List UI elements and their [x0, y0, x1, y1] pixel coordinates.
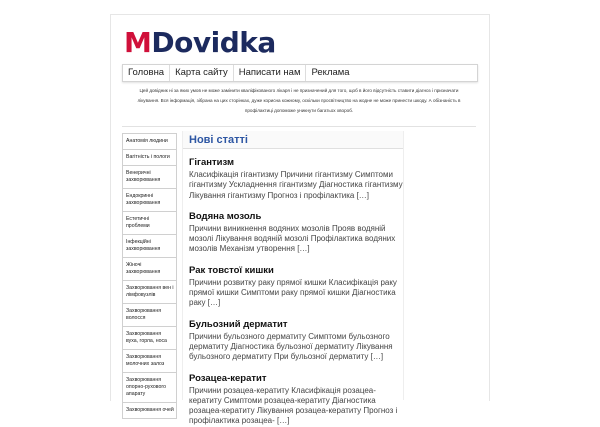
nav-contact[interactable]: Написати нам [234, 65, 307, 81]
sidebar-item-aesthetic[interactable]: Естетичні проблеми [123, 212, 176, 235]
nav-sitemap[interactable]: Карта сайту [170, 65, 234, 81]
sidebar-item-ent[interactable]: Захворювання вуха, горла, носа [123, 327, 176, 350]
article-item [189, 373, 403, 427]
logo-text: Dovidka [151, 26, 276, 59]
article-item [189, 157, 403, 201]
sidebar-item-veins[interactable]: Захворювання вен і лімфовузлів [123, 281, 176, 304]
sidebar-item-womens[interactable]: Жіночі захворювання [123, 258, 176, 281]
logo-letter-m: M [124, 26, 152, 59]
sidebar-item-eyes[interactable]: Захворювання очей [123, 403, 176, 419]
article-excerpt [189, 386, 403, 427]
sidebar-item-endocrine[interactable]: Ендокринні захворювання [123, 189, 176, 212]
header-divider [122, 126, 476, 127]
excerpt-text: Причини бульозного дерматиту Симптоми бульозного дерматиту Діагностика бульозної дерматиту Лікування бульозного дерматиту При бульозної дерматиту [189, 331, 393, 362]
article-excerpt [189, 278, 403, 309]
sidebar-item-musculoskeletal[interactable]: Захворювання опорно-рухового апарату [123, 373, 176, 403]
section-title: Нові статті [183, 131, 403, 149]
nav-home[interactable]: Головна [123, 65, 170, 81]
article-excerpt [189, 332, 403, 363]
category-sidebar [122, 133, 177, 419]
excerpt-text: Класифікація гігантизму Причини гігантизму Симптоми гігантизму Ускладнення гігантизму Діагностика гігантизму Лікування гігантизму Прогноз і профілактика [189, 170, 403, 200]
sidebar-item-breast[interactable]: Захворювання молочних залоз [123, 350, 176, 373]
nav-advertising[interactable]: Реклама [311, 67, 350, 78]
main-content [182, 131, 404, 426]
read-more-marker[interactable]: […] [207, 298, 221, 308]
sidebar-item-anatomy[interactable]: Анатомія людини [123, 134, 176, 150]
article-title[interactable]: Розацеа-кератит [189, 372, 267, 384]
site-logo[interactable] [124, 28, 276, 58]
read-more-marker[interactable]: […] [297, 244, 310, 254]
read-more-marker[interactable]: […] [277, 416, 290, 426]
disclaimer-text: Цей довідник ні за яких умов не може замінити кваліфікованого лікаря і не призначений для того, щоб в його відсутність ставити діагноз і призначати лікування. Вся інформація, зібрана на цих сторінках, дуже корисна кожному, оскільки просвітництво на жодне не може принести шкоду. А обізнаність в профілактиці допоможе уникнути багатьох хвороб. [137, 88, 461, 113]
article-excerpt [189, 170, 403, 201]
sidebar-item-venereal[interactable]: Венеричні захворювання [123, 166, 176, 189]
sidebar-item-pregnancy[interactable]: Вагітність і пологи [123, 150, 176, 166]
article-item [189, 211, 403, 255]
article-title[interactable]: Бульозний дерматит [189, 318, 288, 330]
excerpt-text: Причини виникнення водяних мозолів Прояв водяній мозолі Лікування водяній мозолі Профілактика водяних мозолів Механізм утворення [189, 223, 396, 254]
article-excerpt [189, 224, 403, 255]
article-title[interactable]: Гігантизм [189, 157, 235, 168]
sidebar-item-hair[interactable]: Захворювання волосся [123, 304, 176, 327]
article-title[interactable]: Водяна мозоль [189, 210, 262, 222]
sidebar-item-infectious[interactable]: Інфекційні захворювання [123, 235, 176, 258]
read-more-marker[interactable]: […] [370, 352, 384, 362]
main-navigation [122, 64, 478, 82]
article-item [189, 265, 403, 309]
read-more-marker[interactable]: […] [356, 190, 370, 200]
article-title[interactable]: Рак товстої кишки [189, 264, 274, 276]
article-item [189, 319, 403, 363]
excerpt-text: Причини розацеа-кератиту Класифікація розацеа-кератиту Симптоми розацеа-кератиту Діагностика розацеа-кератиту Лікування розацеа-кератиту Прогноз і профілактика розацеа- [189, 385, 398, 426]
excerpt-text: Причини розвитку раку прямої кишки Класифікація раку прямої кишки Симптоми раку прямої кишки Діагностика раку [189, 277, 397, 308]
